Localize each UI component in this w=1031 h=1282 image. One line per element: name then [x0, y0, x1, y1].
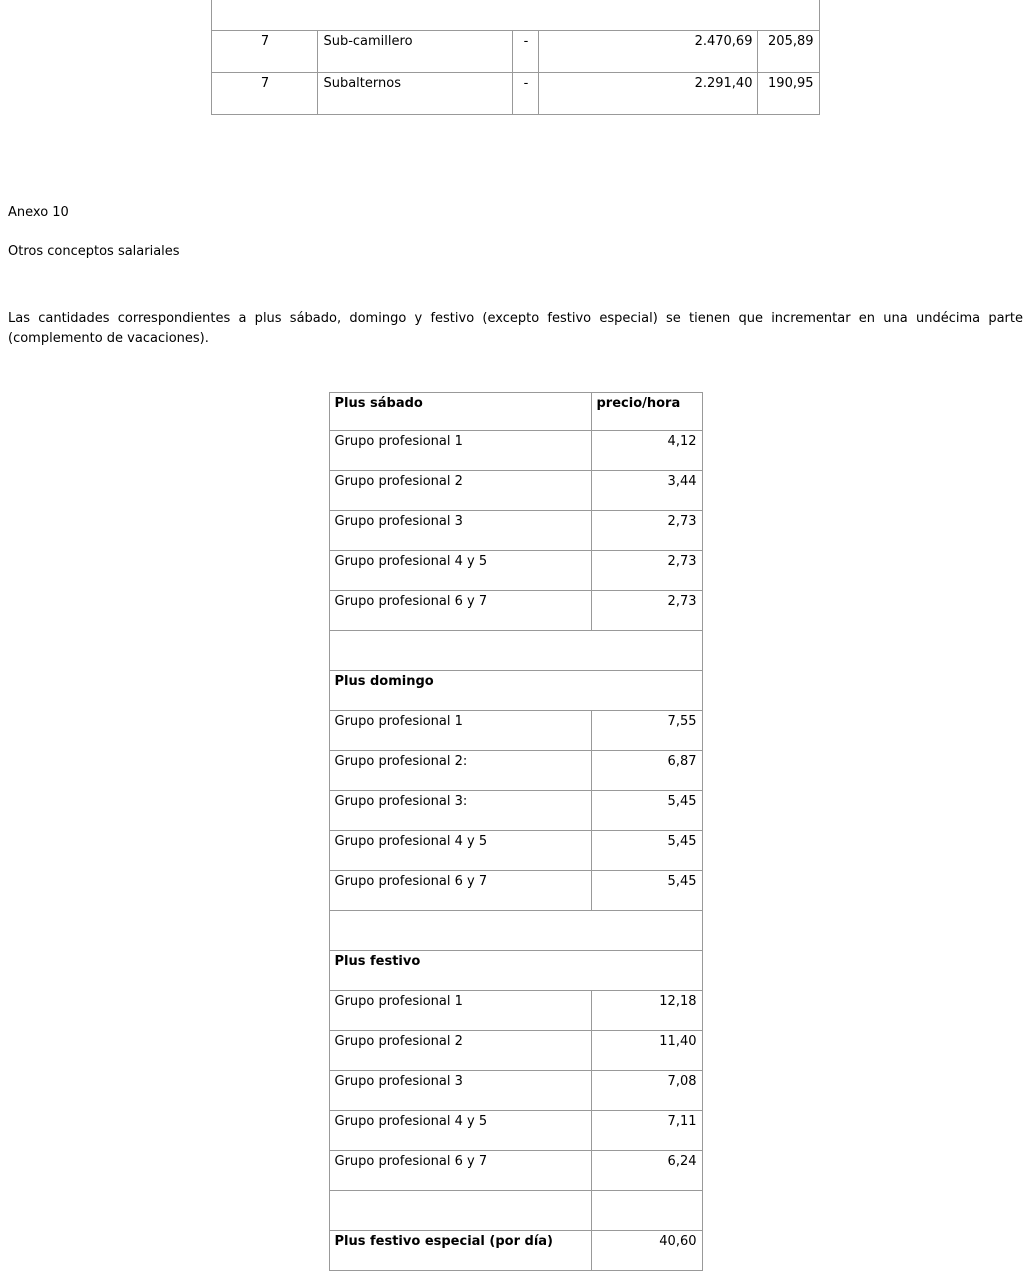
table-row [212, 31, 819, 73]
group-label-cell: Grupo profesional 3 [329, 1071, 591, 1111]
special-label-cell: Plus festivo especial (por día) [329, 1231, 591, 1271]
group-number-cell: 7 [212, 73, 318, 115]
spacer-row [329, 911, 702, 951]
section-header-row [329, 951, 702, 991]
group-label-cell: Grupo profesional 3: [329, 791, 591, 831]
dash-cell: - [513, 73, 539, 115]
table-row [329, 1111, 702, 1151]
table-row [329, 711, 702, 751]
group-label-cell: Grupo profesional 6 y 7 [329, 1151, 591, 1191]
price-value-cell: 5,45 [591, 791, 702, 831]
salary-table-fragment [211, 0, 819, 115]
price-value-cell: 2,73 [591, 551, 702, 591]
table-row [329, 551, 702, 591]
group-label-cell: Grupo profesional 2 [329, 471, 591, 511]
price-header-cell: precio/hora [591, 393, 702, 431]
price-value-cell: 3,44 [591, 471, 702, 511]
table-cell-empty [591, 1191, 702, 1231]
table-row [329, 871, 702, 911]
group-number-cell: 7 [212, 31, 318, 73]
annual-value-cell: 2.291,40 [539, 73, 758, 115]
group-label-cell: Grupo profesional 1 [329, 431, 591, 471]
group-label-cell: Grupo profesional 1 [329, 711, 591, 751]
anexo-heading: Anexo 10 [8, 205, 69, 220]
section-header-row [329, 393, 702, 431]
table-row [329, 1071, 702, 1111]
group-label-cell: Grupo profesional 6 y 7 [329, 591, 591, 631]
spacer-row [329, 631, 702, 671]
price-value-cell: 2,73 [591, 511, 702, 551]
price-value-cell: 5,45 [591, 871, 702, 911]
intro-paragraph: Las cantidades correspondientes a plus sábado, domingo y festivo (excepto festivo especial) se tienen que incrementar en una undécima parte (complemento de vacaciones). [8, 311, 1023, 346]
table-row [329, 751, 702, 791]
table-cell-empty [329, 631, 702, 671]
table-row [212, 73, 819, 115]
table-row [329, 431, 702, 471]
group-label-cell: Grupo profesional 3 [329, 511, 591, 551]
price-value-cell: 7,11 [591, 1111, 702, 1151]
price-value-cell: 6,24 [591, 1151, 702, 1191]
price-value-cell: 6,87 [591, 751, 702, 791]
special-row [329, 1231, 702, 1271]
table-row [329, 591, 702, 631]
table-row [329, 471, 702, 511]
annual-value-cell: 2.470,69 [539, 31, 758, 73]
table-cell-empty [329, 911, 702, 951]
price-value-cell: 7,08 [591, 1071, 702, 1111]
table-row [329, 991, 702, 1031]
price-value-cell: 40,60 [591, 1231, 702, 1271]
section-title-cell: Plus sábado [329, 393, 591, 431]
monthly-value-cell: 205,89 [758, 31, 819, 73]
category-cell: Subalternos [318, 73, 513, 115]
price-value-cell: 4,12 [591, 431, 702, 471]
table-row [329, 831, 702, 871]
group-label-cell: Grupo profesional 4 y 5 [329, 1111, 591, 1151]
price-value-cell: 12,18 [591, 991, 702, 1031]
table-row [329, 1151, 702, 1191]
group-label-cell: Grupo profesional 4 y 5 [329, 831, 591, 871]
table-row [329, 1031, 702, 1071]
group-label-cell: Grupo profesional 4 y 5 [329, 551, 591, 591]
plus-table [329, 392, 703, 1271]
category-cell: Sub-camillero [318, 31, 513, 73]
table-cell-empty [212, 0, 819, 31]
table-row [329, 791, 702, 831]
group-label-cell: Grupo profesional 2: [329, 751, 591, 791]
dash-cell: - [513, 31, 539, 73]
group-label-cell: Grupo profesional 2 [329, 1031, 591, 1071]
section-title-cell: Plus festivo [329, 951, 702, 991]
section-subtitle: Otros conceptos salariales [8, 244, 180, 259]
table-row [329, 511, 702, 551]
table-cell-empty [329, 1191, 591, 1231]
monthly-value-cell: 190,95 [758, 73, 819, 115]
price-value-cell: 11,40 [591, 1031, 702, 1071]
price-value-cell: 5,45 [591, 831, 702, 871]
price-value-cell: 2,73 [591, 591, 702, 631]
group-label-cell: Grupo profesional 6 y 7 [329, 871, 591, 911]
price-value-cell: 7,55 [591, 711, 702, 751]
table-row-cutoff [212, 0, 819, 31]
group-label-cell: Grupo profesional 1 [329, 991, 591, 1031]
section-header-row [329, 671, 702, 711]
section-title-cell: Plus domingo [329, 671, 702, 711]
spacer-row [329, 1191, 702, 1231]
